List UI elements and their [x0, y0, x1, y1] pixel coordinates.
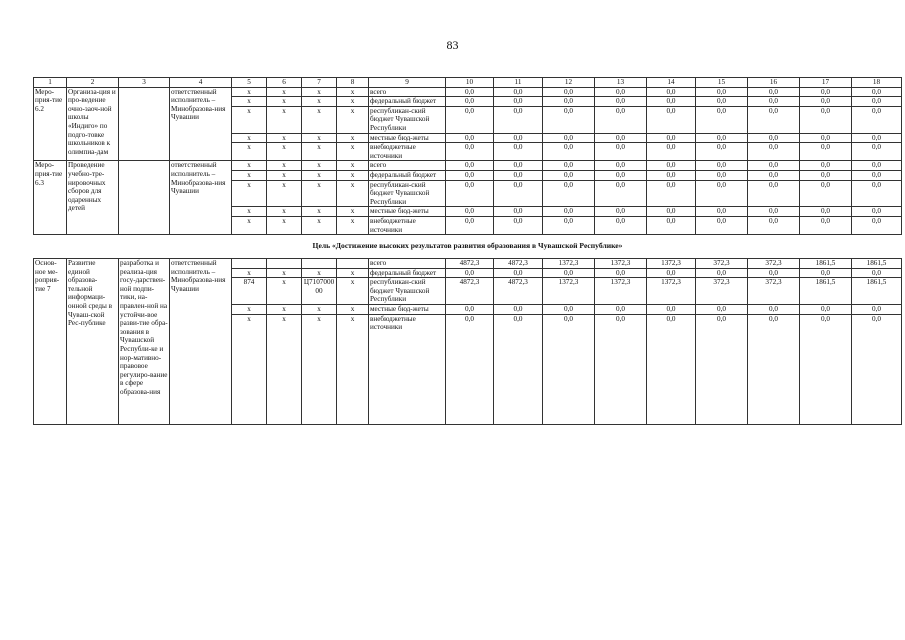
- value-cell: 0,0: [696, 305, 748, 315]
- code-cell: x: [232, 87, 267, 97]
- value-cell: 0,0: [800, 143, 852, 161]
- goal-heading: Цель «Достижение высоких результатов развития образования в Чувашской Республике»: [34, 235, 902, 259]
- code-cell: x: [232, 305, 267, 315]
- value-cell: 0,0: [696, 143, 748, 161]
- value-cell: 0,0: [494, 180, 543, 207]
- header-cell: 6: [267, 78, 302, 88]
- code-cell: x: [232, 133, 267, 143]
- value-cell: 0,0: [852, 170, 902, 180]
- value-cell: 0,0: [696, 180, 748, 207]
- value-cell: 0,0: [800, 97, 852, 107]
- funding-source: внебюджетные источники: [369, 314, 446, 424]
- value-cell: 0,0: [748, 161, 800, 171]
- measure-6-3-row: [34, 161, 902, 171]
- value-cell: 0,0: [748, 143, 800, 161]
- value-cell: 0,0: [748, 133, 800, 143]
- value-cell: 0,0: [446, 180, 494, 207]
- value-cell: 0,0: [543, 143, 595, 161]
- measure-executor: ответственный исполнитель – Минобразова-ния Чувашии: [170, 161, 232, 235]
- value-cell: 0,0: [595, 170, 647, 180]
- code-cell: x: [232, 143, 267, 161]
- value-cell: 0,0: [696, 216, 748, 234]
- code-cell: x: [302, 314, 337, 424]
- value-cell: 0,0: [543, 161, 595, 171]
- header-cell: 17: [800, 78, 852, 88]
- value-cell: 0,0: [696, 161, 748, 171]
- code-cell: x: [337, 216, 369, 234]
- code-cell: x: [232, 106, 267, 133]
- header-cell: 18: [852, 78, 902, 88]
- code-cell: x: [267, 207, 302, 217]
- value-cell: 0,0: [748, 268, 800, 278]
- value-cell: 0,0: [446, 305, 494, 315]
- value-cell: 0,0: [595, 305, 647, 315]
- value-cell: 0,0: [800, 161, 852, 171]
- value-cell: 0,0: [543, 268, 595, 278]
- value-cell: 0,0: [647, 161, 696, 171]
- value-cell: 0,0: [595, 97, 647, 107]
- code-cell: x: [232, 268, 267, 278]
- code-cell: x: [337, 161, 369, 171]
- value-cell: 0,0: [446, 97, 494, 107]
- code-cell: Ц710700000: [302, 278, 337, 305]
- measure-executor: ответственный исполнитель – Минобразова-ния Чувашии: [170, 259, 232, 425]
- value-cell: 0,0: [696, 87, 748, 97]
- value-cell: 0,0: [647, 216, 696, 234]
- code-cell: x: [302, 161, 337, 171]
- code-cell: x: [337, 278, 369, 305]
- code-cell: x: [337, 314, 369, 424]
- value-cell: 0,0: [696, 133, 748, 143]
- value-cell: 0,0: [494, 87, 543, 97]
- code-cell: x: [267, 133, 302, 143]
- value-cell: 0,0: [647, 170, 696, 180]
- value-cell: 0,0: [696, 97, 748, 107]
- value-cell: 0,0: [696, 268, 748, 278]
- value-cell: 0,0: [543, 207, 595, 217]
- value-cell: 0,0: [800, 305, 852, 315]
- value-cell: 372,3: [748, 278, 800, 305]
- value-cell: 0,0: [852, 161, 902, 171]
- value-cell: 0,0: [543, 87, 595, 97]
- funding-source: внебюджетные источники: [369, 143, 446, 161]
- value-cell: 0,0: [852, 87, 902, 97]
- code-cell: x: [302, 97, 337, 107]
- measure-result: [119, 87, 170, 161]
- code-cell: x: [267, 87, 302, 97]
- code-cell: x: [232, 216, 267, 234]
- value-cell: 0,0: [494, 207, 543, 217]
- value-cell: 0,0: [647, 143, 696, 161]
- header-cell: 9: [369, 78, 446, 88]
- value-cell: 0,0: [800, 268, 852, 278]
- value-cell: 0,0: [800, 314, 852, 424]
- code-cell: x: [337, 143, 369, 161]
- value-cell: 0,0: [647, 314, 696, 424]
- code-cell: x: [232, 207, 267, 217]
- value-cell: 0,0: [852, 268, 902, 278]
- measure-name: Основ-ное ме-роприя-тие 7: [34, 259, 67, 425]
- header-cell: 13: [595, 78, 647, 88]
- measure-executor: ответственный исполнитель – Минобразова-ния Чувашии: [170, 87, 232, 161]
- value-cell: 0,0: [647, 207, 696, 217]
- measure-name: Меро-прия-тие 6.3: [34, 161, 67, 235]
- value-cell: 0,0: [494, 268, 543, 278]
- measure-name: Меро-прия-тие 6.2: [34, 87, 67, 161]
- value-cell: 0,0: [494, 305, 543, 315]
- code-cell: x: [267, 106, 302, 133]
- code-cell: [232, 259, 267, 269]
- header-cell: 11: [494, 78, 543, 88]
- value-cell: 0,0: [800, 216, 852, 234]
- measure-7-row: [34, 259, 902, 269]
- value-cell: 0,0: [543, 170, 595, 180]
- funding-source: местные бюд-жеты: [369, 207, 446, 217]
- value-cell: 0,0: [446, 268, 494, 278]
- funding-source: республикан-ский бюджет Чувашской Республики: [369, 278, 446, 305]
- value-cell: 1372,3: [595, 278, 647, 305]
- value-cell: 372,3: [696, 278, 748, 305]
- value-cell: 0,0: [543, 305, 595, 315]
- code-cell: [337, 259, 369, 269]
- value-cell: 0,0: [595, 180, 647, 207]
- code-cell: x: [337, 180, 369, 207]
- header-cell: 12: [543, 78, 595, 88]
- header-row: [34, 78, 902, 88]
- value-cell: 0,0: [647, 305, 696, 315]
- code-cell: x: [302, 207, 337, 217]
- value-cell: 0,0: [696, 170, 748, 180]
- funding-source: всего: [369, 259, 446, 269]
- header-cell: 16: [748, 78, 800, 88]
- code-cell: x: [302, 170, 337, 180]
- funding-source: республикан-ский бюджет Чувашской Республики: [369, 106, 446, 133]
- value-cell: 0,0: [852, 143, 902, 161]
- code-cell: x: [267, 143, 302, 161]
- value-cell: 0,0: [800, 133, 852, 143]
- value-cell: 0,0: [543, 106, 595, 133]
- value-cell: 0,0: [494, 143, 543, 161]
- measure-title: Проведение учебно-тре-нировочных сборов для одаренных детей: [67, 161, 119, 235]
- header-cell: 4: [170, 78, 232, 88]
- value-cell: 0,0: [696, 106, 748, 133]
- code-cell: x: [337, 133, 369, 143]
- code-cell: x: [267, 161, 302, 171]
- page-number: 83: [446, 38, 459, 52]
- value-cell: 0,0: [800, 207, 852, 217]
- value-cell: 0,0: [800, 180, 852, 207]
- code-cell: x: [267, 180, 302, 207]
- value-cell: 0,0: [494, 216, 543, 234]
- measure-title: Организа-ция и про-ведение очно-заоч-ной школы «Индиго» по подго-товке школьников к олимпиа-дам: [67, 87, 119, 161]
- value-cell: 0,0: [748, 97, 800, 107]
- value-cell: 0,0: [595, 207, 647, 217]
- value-cell: 0,0: [446, 170, 494, 180]
- value-cell: 1861,5: [852, 259, 902, 269]
- value-cell: 0,0: [800, 170, 852, 180]
- code-cell: x: [302, 268, 337, 278]
- code-cell: x: [267, 268, 302, 278]
- header-cell: 10: [446, 78, 494, 88]
- value-cell: 1861,5: [800, 259, 852, 269]
- value-cell: 1861,5: [800, 278, 852, 305]
- value-cell: 0,0: [647, 268, 696, 278]
- code-cell: x: [267, 278, 302, 305]
- value-cell: 0,0: [543, 180, 595, 207]
- value-cell: 0,0: [446, 133, 494, 143]
- funding-source: местные бюд-жеты: [369, 305, 446, 315]
- code-cell: x: [302, 106, 337, 133]
- value-cell: 0,0: [595, 314, 647, 424]
- value-cell: 0,0: [446, 216, 494, 234]
- value-cell: 0,0: [696, 207, 748, 217]
- value-cell: 0,0: [647, 87, 696, 97]
- goal-row: [34, 235, 902, 259]
- value-cell: 0,0: [647, 97, 696, 107]
- value-cell: 0,0: [595, 143, 647, 161]
- header-cell: 14: [647, 78, 696, 88]
- value-cell: 4872,3: [446, 259, 494, 269]
- code-cell: x: [267, 170, 302, 180]
- value-cell: 0,0: [543, 216, 595, 234]
- funding-source: федеральный бюджет: [369, 97, 446, 107]
- value-cell: 0,0: [595, 268, 647, 278]
- value-cell: 0,0: [748, 216, 800, 234]
- value-cell: 0,0: [494, 314, 543, 424]
- value-cell: 0,0: [852, 305, 902, 315]
- value-cell: 0,0: [748, 314, 800, 424]
- funding-source: всего: [369, 87, 446, 97]
- value-cell: 0,0: [446, 106, 494, 133]
- value-cell: 1372,3: [595, 259, 647, 269]
- funding-source: внебюджетные источники: [369, 216, 446, 234]
- header-cell: 3: [119, 78, 170, 88]
- value-cell: 0,0: [543, 133, 595, 143]
- code-cell: 874: [232, 278, 267, 305]
- value-cell: 0,0: [696, 314, 748, 424]
- header-cell: 7: [302, 78, 337, 88]
- code-cell: x: [302, 133, 337, 143]
- code-cell: x: [302, 216, 337, 234]
- value-cell: 0,0: [446, 143, 494, 161]
- value-cell: 0,0: [852, 180, 902, 207]
- value-cell: 0,0: [800, 87, 852, 97]
- code-cell: [267, 259, 302, 269]
- code-cell: x: [337, 305, 369, 315]
- value-cell: 0,0: [595, 216, 647, 234]
- value-cell: 0,0: [647, 106, 696, 133]
- code-cell: x: [337, 268, 369, 278]
- value-cell: 0,0: [543, 314, 595, 424]
- code-cell: x: [267, 314, 302, 424]
- value-cell: 1372,3: [543, 259, 595, 269]
- code-cell: x: [232, 97, 267, 107]
- value-cell: 0,0: [852, 133, 902, 143]
- funding-source: всего: [369, 161, 446, 171]
- code-cell: x: [302, 305, 337, 315]
- funding-source: республикан-ский бюджет Чувашской Республики: [369, 180, 446, 207]
- value-cell: 4872,3: [494, 259, 543, 269]
- value-cell: 0,0: [748, 207, 800, 217]
- measure-result: [119, 161, 170, 235]
- value-cell: 0,0: [852, 314, 902, 424]
- code-cell: x: [302, 143, 337, 161]
- code-cell: x: [232, 170, 267, 180]
- measure-title: Развитие единой образова-тельной информаци-онной среды в Чуваш-ской Рес-публике: [67, 259, 119, 425]
- value-cell: 0,0: [748, 87, 800, 97]
- code-cell: x: [302, 87, 337, 97]
- value-cell: 0,0: [595, 106, 647, 133]
- value-cell: 1861,5: [852, 278, 902, 305]
- value-cell: 0,0: [494, 106, 543, 133]
- value-cell: 1372,3: [647, 278, 696, 305]
- value-cell: 0,0: [852, 106, 902, 133]
- code-cell: x: [267, 305, 302, 315]
- code-cell: x: [337, 170, 369, 180]
- code-cell: x: [337, 207, 369, 217]
- value-cell: 0,0: [748, 305, 800, 315]
- value-cell: 0,0: [748, 180, 800, 207]
- value-cell: 0,0: [595, 161, 647, 171]
- value-cell: 0,0: [446, 207, 494, 217]
- code-cell: x: [267, 216, 302, 234]
- value-cell: 0,0: [446, 161, 494, 171]
- header-cell: 2: [67, 78, 119, 88]
- code-cell: [302, 259, 337, 269]
- code-cell: x: [232, 180, 267, 207]
- header-cell: 5: [232, 78, 267, 88]
- header-cell: 15: [696, 78, 748, 88]
- header-cell: 1: [34, 78, 67, 88]
- code-cell: x: [267, 97, 302, 107]
- value-cell: 0,0: [748, 106, 800, 133]
- value-cell: 0,0: [595, 133, 647, 143]
- value-cell: 1372,3: [543, 278, 595, 305]
- value-cell: 4872,3: [446, 278, 494, 305]
- value-cell: 0,0: [543, 97, 595, 107]
- value-cell: 0,0: [595, 87, 647, 97]
- value-cell: 0,0: [800, 106, 852, 133]
- code-cell: x: [337, 106, 369, 133]
- value-cell: 0,0: [852, 97, 902, 107]
- value-cell: 1372,3: [647, 259, 696, 269]
- header-cell: 8: [337, 78, 369, 88]
- code-cell: x: [337, 87, 369, 97]
- value-cell: 0,0: [852, 216, 902, 234]
- funding-source: местные бюд-жеты: [369, 133, 446, 143]
- value-cell: 372,3: [696, 259, 748, 269]
- value-cell: 4872,3: [494, 278, 543, 305]
- value-cell: 0,0: [446, 87, 494, 97]
- value-cell: 372,3: [748, 259, 800, 269]
- value-cell: 0,0: [494, 161, 543, 171]
- code-cell: x: [337, 97, 369, 107]
- value-cell: 0,0: [748, 170, 800, 180]
- code-cell: x: [232, 161, 267, 171]
- code-cell: x: [232, 314, 267, 424]
- value-cell: 0,0: [494, 133, 543, 143]
- value-cell: 0,0: [852, 207, 902, 217]
- code-cell: x: [302, 180, 337, 207]
- value-cell: 0,0: [647, 180, 696, 207]
- funding-source: федеральный бюджет: [369, 170, 446, 180]
- value-cell: 0,0: [446, 314, 494, 424]
- funding-source: федеральный бюджет: [369, 268, 446, 278]
- measure-result: разработка и реализа-ция госу-дарствен-ной подпи-тики, на-правлен-ной на устойчи-вое разви-тие обра-зования в Чувашской Республи-ке и нор-мативно-правовое регулиро-вание в сфере образова-ния: [119, 259, 170, 425]
- value-cell: 0,0: [494, 97, 543, 107]
- value-cell: 0,0: [647, 133, 696, 143]
- value-cell: 0,0: [494, 170, 543, 180]
- budget-table: [33, 77, 902, 425]
- measure-6-2-row: [34, 87, 902, 97]
